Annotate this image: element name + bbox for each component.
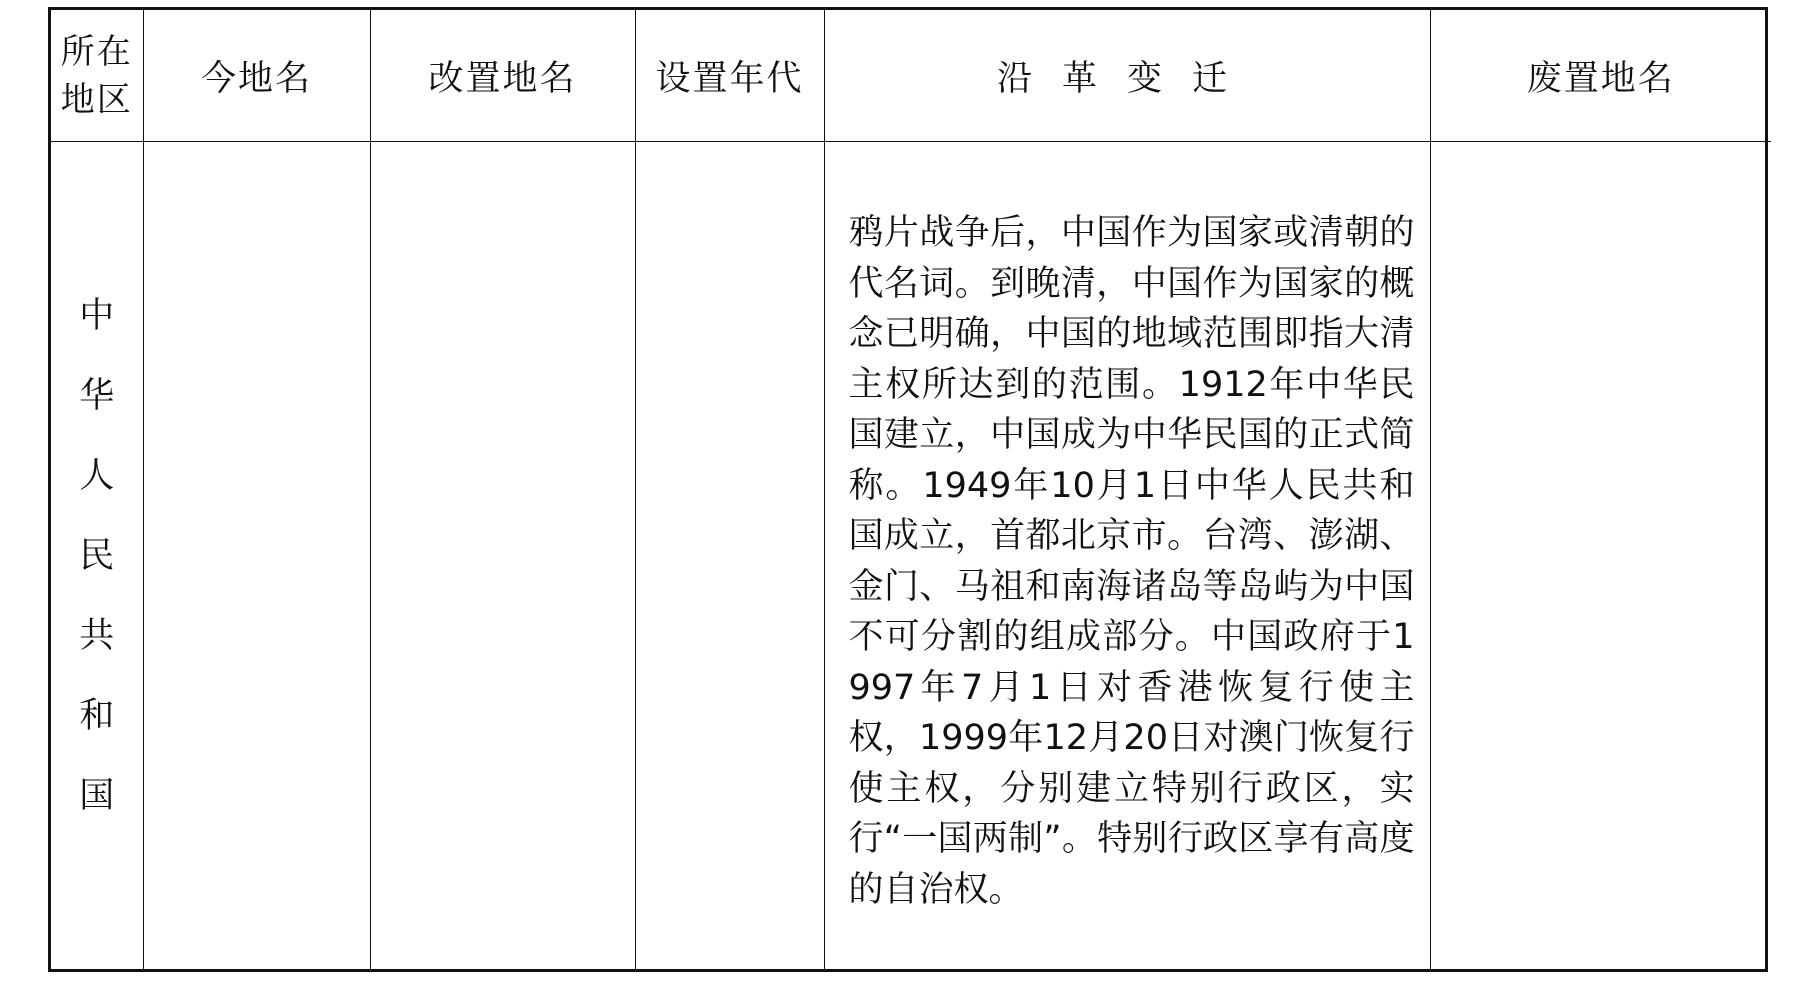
cell-evolution xyxy=(824,142,1430,970)
header-current-name: 今地名 xyxy=(143,10,370,142)
header-row xyxy=(51,10,1771,142)
header-abolished-name: 废置地名 xyxy=(1430,10,1771,142)
table-row xyxy=(51,142,1771,970)
gazetteer-table-frame xyxy=(48,7,1768,972)
region-char: 和 xyxy=(79,695,115,736)
header-region xyxy=(51,10,143,142)
region-char: 人 xyxy=(79,455,115,496)
evolution-text: 鸦片战争后，中国作为国家或清朝的代名词。到晚清，中国作为国家的概念已明确，中国的地域范围即指大清主权所达到的范围。1912年中华民国建立，中国成为中华民国的正式简称。1949年10月1日中华人民共和国成立，首都北京市。台湾、澎湖、金门、马祖和南海诸岛等岛屿为中国不可分割的组成部分。中国政府于1997年7月1日对香港恢复行使主权，1999年12月20日对澳门恢复行使主权，分别建立特别行政区，实行“一国两制”。特别行政区享有高度的自治权。 xyxy=(848,213,1415,910)
cell-region xyxy=(51,142,143,970)
region-char: 共 xyxy=(79,615,115,656)
cell-renamed-name xyxy=(370,142,635,970)
header-evolution: 沿革变迁 xyxy=(824,10,1430,142)
cell-abolished-name xyxy=(1430,142,1771,970)
gazetteer-table xyxy=(51,10,1771,969)
region-char: 中 xyxy=(79,295,115,336)
cell-current-name xyxy=(143,142,370,970)
header-region-line2: 地区 xyxy=(60,79,133,120)
cell-established-era xyxy=(635,142,824,970)
header-region-line1: 所在 xyxy=(60,31,133,72)
region-char: 民 xyxy=(79,535,115,576)
header-established-era: 设置年代 xyxy=(635,10,824,142)
region-vertical-text xyxy=(51,276,143,836)
region-char: 国 xyxy=(79,775,115,816)
region-char: 华 xyxy=(79,375,115,416)
header-renamed-name: 改置地名 xyxy=(370,10,635,142)
